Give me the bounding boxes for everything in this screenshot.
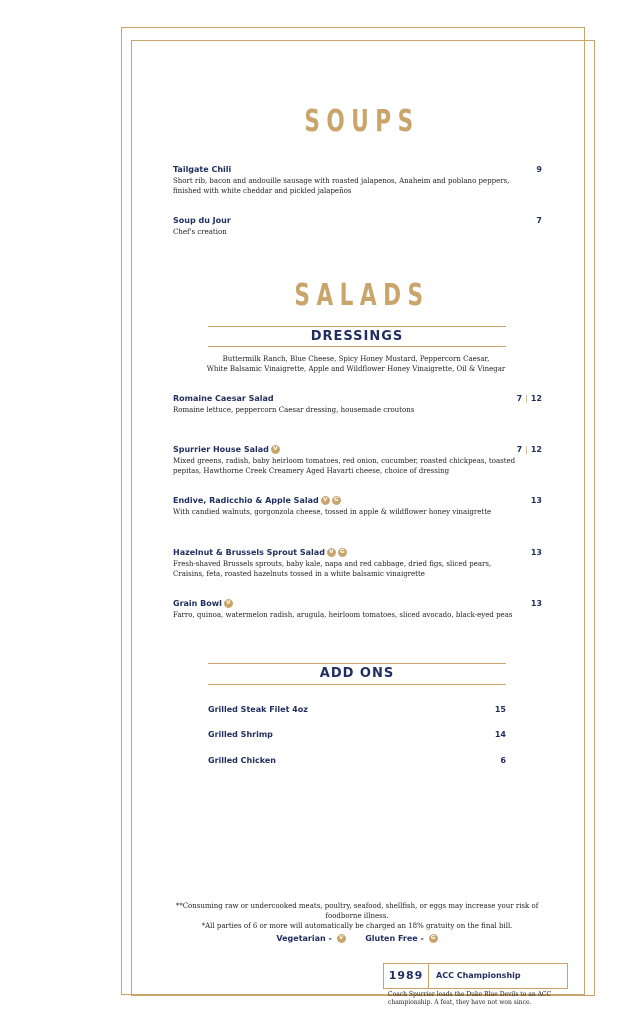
championship-title: ACC Championship bbox=[436, 971, 521, 980]
food-safety-note: **Consuming raw or undercooked meats, poultry, seafood, shellfish, or eggs may increase your risk of foodborne illness. bbox=[175, 902, 539, 920]
vegetarian-icon: V bbox=[271, 445, 280, 454]
item-description: Short rib, bacon and andouille sausage with roasted jalapenos, Anaheim and poblano peppers, finished with white cheddar and pickled jalapeños bbox=[173, 177, 510, 195]
item-description: Farro, quinoa, watermelon radish, arugula, heirloom tomatoes, sliced avocado, black-eyed peas bbox=[173, 611, 513, 619]
menu-item bbox=[173, 599, 545, 620]
divider bbox=[208, 684, 506, 685]
vegetarian-icon: V bbox=[224, 599, 233, 608]
vegetarian-icon: V bbox=[337, 934, 346, 943]
championship-year: 1989 bbox=[384, 964, 429, 988]
item-price: 13 bbox=[530, 496, 542, 505]
soups-title: SOUPS bbox=[304, 104, 420, 139]
addon-name: Grilled Chicken bbox=[208, 756, 276, 765]
item-description: Mixed greens, radish, baby heirloom tomatoes, red onion, cucumber, roasted chickpeas, toasted pepitas, Hawthorne Creek Creamery Aged Havarti cheese, choice of dressing bbox=[173, 457, 516, 475]
salads-title: SALADS bbox=[294, 278, 430, 313]
item-price: 13 bbox=[530, 548, 542, 557]
championship-note: Coach Spurrier leads the Duke Blue Devils to an ACC championship. A feat, they have not won since. bbox=[388, 991, 552, 1006]
addon-item bbox=[208, 730, 506, 739]
menu-item bbox=[173, 216, 545, 237]
addon-price: 6 bbox=[500, 756, 506, 765]
dressings-heading: DRESSINGS bbox=[310, 329, 404, 344]
gluten-free-icon: G bbox=[332, 496, 341, 505]
dressings-line: White Balsamic Vinaigrette, Apple and Wildflower Honey Vinaigrette, Oil & Vinegar bbox=[206, 365, 506, 373]
item-name: Grain Bowl bbox=[173, 599, 222, 608]
addons-heading: ADD ONS bbox=[319, 666, 395, 681]
item-name: Spurrier House Salad bbox=[173, 445, 269, 454]
vegetarian-icon: V bbox=[321, 496, 330, 505]
menu-item bbox=[173, 445, 545, 476]
divider bbox=[208, 346, 506, 347]
addon-price: 14 bbox=[494, 730, 506, 739]
menu-item bbox=[173, 496, 545, 517]
item-price: 7 bbox=[536, 216, 542, 225]
item-name: Romaine Caesar Salad bbox=[173, 394, 274, 403]
addon-name: Grilled Steak Filet 4oz bbox=[208, 705, 308, 714]
item-description: With candied walnuts, gorgonzola cheese, tossed in apple & wildflower honey vinaigrette bbox=[173, 508, 492, 516]
item-name: Tailgate Chili bbox=[173, 165, 232, 174]
item-description: Chef's creation bbox=[173, 228, 227, 236]
legend-vegetarian-label: Vegetarian - bbox=[276, 934, 332, 943]
addon-item bbox=[208, 756, 506, 765]
item-name: Hazelnut & Brussels Sprout Salad bbox=[173, 548, 325, 557]
championship-box bbox=[383, 963, 568, 989]
divider bbox=[208, 326, 506, 327]
menu-item bbox=[173, 394, 545, 415]
price-separator: | bbox=[525, 445, 528, 454]
price-small: 7 bbox=[516, 445, 523, 454]
menu-item bbox=[173, 548, 545, 579]
dressings-line: Buttermilk Ranch, Blue Cheese, Spicy Honey Mustard, Peppercorn Caesar, bbox=[222, 355, 490, 363]
gluten-free-icon: G bbox=[429, 934, 438, 943]
addon-price: 15 bbox=[494, 705, 506, 714]
vegetarian-icon: V bbox=[327, 548, 336, 557]
price-small: 7 bbox=[516, 394, 523, 403]
legend-gluten-free-label: Gluten Free - bbox=[365, 934, 424, 943]
item-name: Soup du Jour bbox=[173, 216, 231, 225]
item-price: 9 bbox=[536, 165, 542, 174]
price-separator: | bbox=[525, 394, 528, 403]
item-price bbox=[517, 445, 542, 454]
price-large: 12 bbox=[530, 394, 542, 403]
item-name-row bbox=[173, 496, 545, 505]
price-large: 12 bbox=[530, 445, 542, 454]
menu-item bbox=[173, 165, 545, 196]
divider bbox=[208, 663, 506, 664]
item-description: Fresh-shaved Brussels sprouts, baby kale, napa and red cabbage, dried figs, sliced pears, Craisins, feta, roasted hazelnuts tossed in a white balsamic vinaigrette bbox=[173, 560, 492, 578]
item-name-row bbox=[173, 445, 545, 454]
item-price bbox=[517, 394, 542, 403]
dressings-list bbox=[190, 354, 522, 374]
item-name: Endive, Radicchio & Apple Salad bbox=[173, 496, 319, 505]
item-description: Romaine lettuce, peppercorn Caesar dressing, housemade croutons bbox=[173, 406, 415, 414]
item-name-row bbox=[173, 548, 545, 557]
addon-name: Grilled Shrimp bbox=[208, 730, 273, 739]
addon-item bbox=[208, 705, 506, 714]
gratuity-note: *All parties of 6 or more will automatically be charged an 18% gratuity on the final bill. bbox=[201, 922, 513, 930]
item-price: 13 bbox=[530, 599, 542, 608]
item-name-row bbox=[173, 599, 545, 608]
gluten-free-icon: G bbox=[338, 548, 347, 557]
diet-legend bbox=[208, 934, 506, 943]
